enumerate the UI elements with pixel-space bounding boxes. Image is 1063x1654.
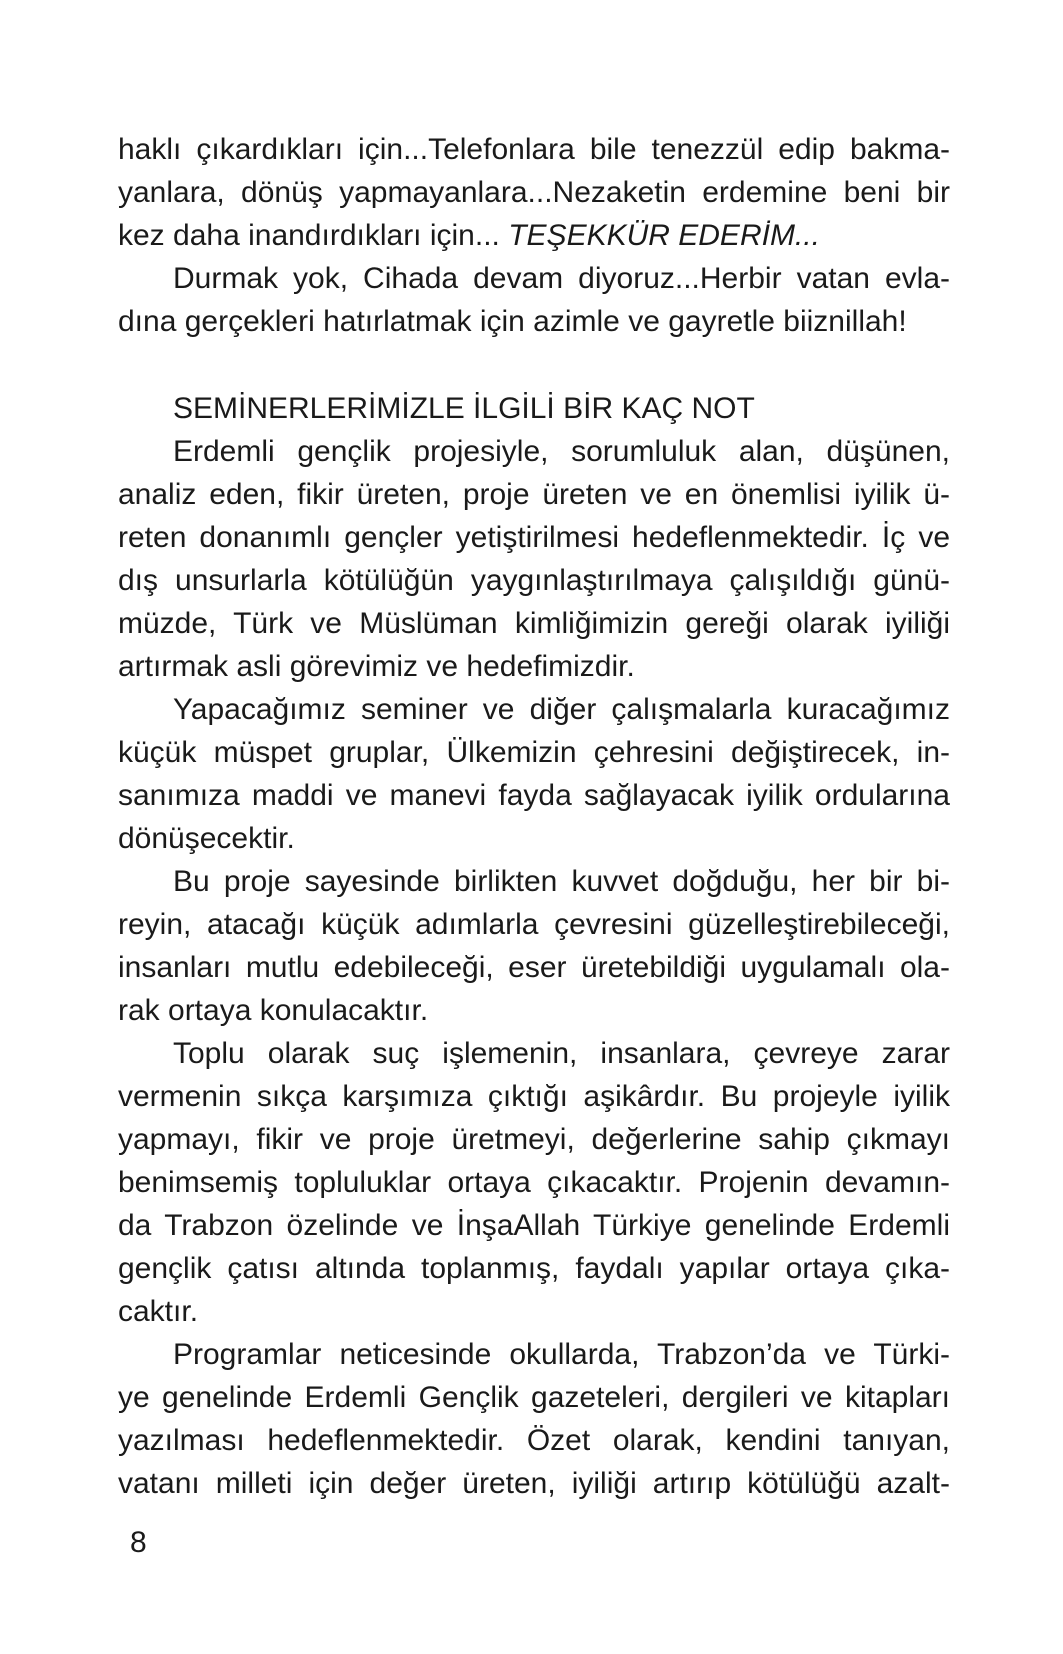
paragraph-first-line: Yapacağımız seminer ve diğer çalışmalarla kuracağımız (173, 693, 950, 726)
paragraph-first-line: Durmak yok, Cihada devam diyoruz...Herbir vatan evla- (173, 262, 950, 295)
text-line: analiz eden, fikir üreten, proje üreten ve en önemlisi iyilik ü- (118, 478, 950, 511)
text-line: benimsemiş topluluklar ortaya çıkacaktır. Projenin devamın- (118, 1166, 950, 1199)
text-line: rak ortaya konulacaktır. (118, 994, 429, 1027)
text-line: dına gerçekleri hatırlatmak için azimle ve gayretle biiznillah! (118, 305, 907, 338)
text-segment: kez daha inandırdıkları için... (118, 219, 500, 252)
paragraph-first-line: Erdemli gençlik projesiyle, sorumluluk alan, düşünen, (173, 435, 950, 468)
text-line: dönüşecektir. (118, 822, 295, 855)
paragraph-first-line: Toplu olarak suç işlemenin, insanlara, çevreye zarar (173, 1037, 950, 1070)
text-line: küçük müspet gruplar, Ülkemizin çehresini değiştirecek, in- (118, 736, 950, 769)
thank-you-italic: TEŞEKKÜR EDERİM... (508, 219, 820, 252)
text-line: caktır. (118, 1295, 199, 1328)
text-line: vermenin sıkça karşımıza çıktığı aşikârdır. Bu projeyle iyilik (118, 1080, 950, 1113)
text-line: yazılması hedeflenmektedir. Özet olarak, kendini tanıyan, (118, 1424, 950, 1457)
text-line: müzde, Türk ve Müslüman kimliğimizin gereği olarak iyiliği (118, 607, 950, 640)
text-line: insanları mutlu edebileceği, eser üretebildiği uygulamalı ola- (118, 951, 950, 984)
book-page-body (118, 128, 950, 1505)
text-line: reyin, atacağı küçük adımlarla çevresini güzelleştirebileceği, (118, 908, 950, 941)
paragraph-first-line: Programlar neticesinde okullarda, Trabzon’da ve Türki- (173, 1338, 950, 1371)
section-heading: SEMİNERLERİMİZLE İLGİLİ BİR KAÇ NOT (173, 392, 755, 425)
text-line: reten donanımlı gençler yetiştirilmesi hedeflenmektedir. İç ve (118, 521, 950, 554)
text-line: artırmak asli görevimiz ve hedefimizdir. (118, 650, 635, 683)
text-line: yapmayı, fikir ve proje üretmeyi, değerlerine sahip çıkmayı (118, 1123, 950, 1156)
text-line: dış unsurlarla kötülüğün yaygınlaştırılmaya çalışıldığı günü- (118, 564, 950, 597)
page-number: 8 (130, 1526, 147, 1559)
text-line: yanlara, dönüş yapmayanlara...Nezaketin erdemine beni bir (118, 176, 950, 209)
paragraph-first-line: Bu proje sayesinde birlikten kuvvet doğduğu, her bir bi- (173, 865, 950, 898)
text-line (118, 214, 950, 257)
text-line: haklı çıkardıkları için...Telefonlara bile tenezzül edip bakma- (118, 133, 950, 166)
section-gap (118, 343, 950, 387)
text-line: ye genelinde Erdemli Gençlik gazeteleri, dergileri ve kitapları (118, 1381, 950, 1414)
text-line: sanımıza maddi ve manevi fayda sağlayacak iyilik ordularına (118, 779, 950, 812)
text-line: da Trabzon özelinde ve İnşaAllah Türkiye genelinde Erdemli (118, 1209, 950, 1242)
text-line: vatanı milleti için değer üreten, iyiliği artırıp kötülüğü azalt- (118, 1467, 950, 1500)
text-line: gençlik çatısı altında toplanmış, faydalı yapılar ortaya çıka- (118, 1252, 950, 1285)
